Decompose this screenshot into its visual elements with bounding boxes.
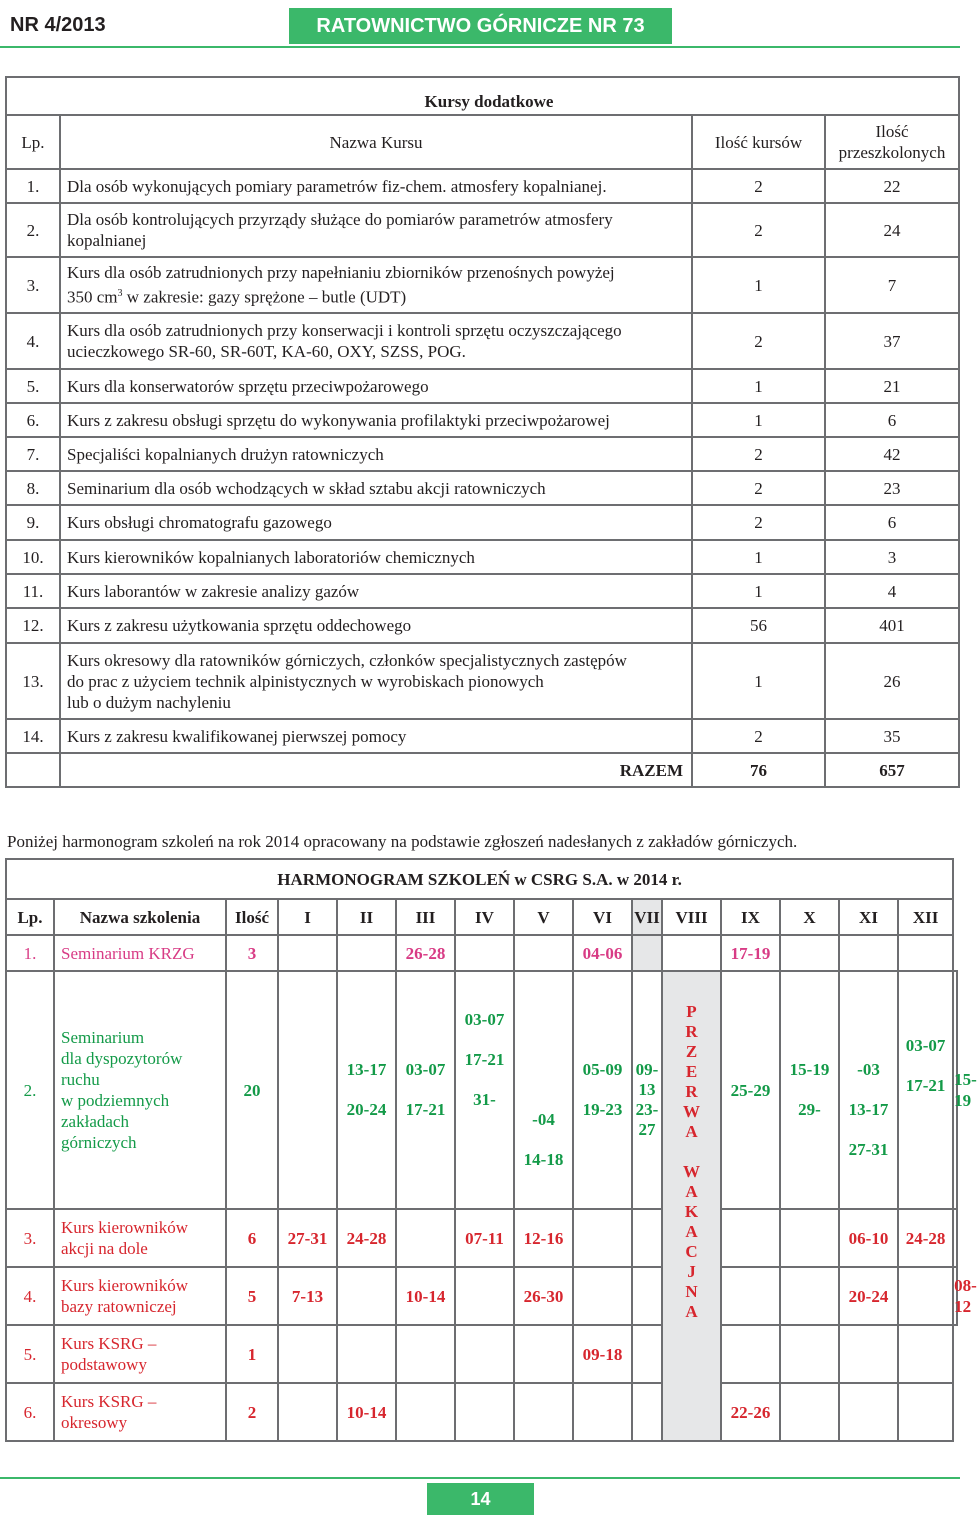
- table-row: 5. Kurs dla konserwatorów sprzętu przeciwpożarowego 1 21: [6, 369, 959, 403]
- table-row: 4. Kurs kierowników bazy ratowniczej 5 7-13 10-14 26-30 20-24 08-12: [6, 1267, 957, 1325]
- table-row: 2. Dla osób kontrolujących przyrządy służące do pomiarów parametrów atmosfery kopalnianej 2 24: [6, 203, 959, 257]
- page-number: 14: [427, 1483, 534, 1515]
- table-row: 3. Kurs dla osób zatrudnionych przy napełnianiu zbiorników przenośnych powyżej 350 $cm^3$ w zakresie: gazy sprężone – butle (UDT) 1 7: [6, 257, 959, 313]
- table-row: 4. Kurs dla osób zatrudnionych przy konserwacji i kontroli sprzętu oczyszczającego ucieczkowego SR-60, SR-60T, KA-60, OXY, SZSS, POG. 2 37: [6, 313, 959, 369]
- table-row: 10. Kurs kierowników kopalnianych laboratoriów chemicznych 1 3: [6, 540, 959, 574]
- holiday-break-column: P R Z E R W A W A K A C J N A: [662, 971, 721, 1441]
- table-row: 13. Kurs okresowy dla ratowników górniczych, członków specjalistycznych zastępów do prac z użyciem technik alpinistycznych w wyrobiskach pionowych lub o dużym nachyleniu 1 26: [6, 643, 959, 719]
- table-row: 12. Kurs z zakresu użytkowania sprzętu oddechowego 56 401: [6, 608, 959, 643]
- table-row: 2. Seminarium dla dyspozytorów ruchu w podziemnych zakładach górniczych 20 13-17 20-24 03-07 17-21 03-07 17-21 31- -04 14-18 05-09 19-23 09-13 23-27 P R Z E R W A W A K A C J N A 25-29 15-19 29- -03 13-17 27-31 03-07 17-21 15-19: [6, 971, 957, 1209]
- issue-number: NR 4/2013: [10, 14, 106, 36]
- table-row: 11. Kurs laborantów w zakresie analizy gazów 1 4: [6, 574, 959, 608]
- table-row: 14. Kurs z zakresu kwalifikowanej pierwszej pomocy 2 35: [6, 719, 959, 753]
- col-header: Ilość przeszkolonych: [825, 115, 959, 169]
- bottom-rule: [0, 1477, 960, 1479]
- table-row: 9. Kurs obsługi chromatografu gazowego 2 6: [6, 505, 959, 540]
- schedule-title: HARMONOGRAM SZKOLEŃ w CSRG S.A. w 2014 r.: [6, 859, 953, 899]
- table-row: 6. Kurs KSRG – okresowy 2 10-14 22-26: [6, 1383, 957, 1441]
- col-header: Lp.: [6, 115, 60, 169]
- table-row: 8. Seminarium dla osób wchodzących w skład sztabu akcji ratowniczych 2 23: [6, 471, 959, 505]
- courses-table: [5, 76, 960, 788]
- table-row: 5. Kurs KSRG – podstawowy 1 09-18: [6, 1325, 957, 1383]
- schedule-table: [5, 858, 977, 1442]
- table-row: 7. Specjaliści kopalnianych drużyn ratowniczych 2 42: [6, 437, 959, 471]
- header-row: Lp. Nazwa szkolenia Ilość I II III IV V VI VII VIII IX X XI XII: [6, 899, 957, 935]
- table-title: Kursy dodatkowe: [60, 77, 959, 115]
- col-header: Ilość kursów: [692, 115, 825, 169]
- total-row: RAZEM 76 657: [6, 753, 959, 787]
- schedule-note: Poniżej harmonogram szkoleń na rok 2014 opracowany na podstawie zgłoszeń nadesłanych z zakładów górniczych.: [7, 832, 798, 851]
- top-rule: [0, 46, 960, 48]
- journal-title: RATOWNICTWO GÓRNICZE NR 73: [289, 8, 672, 44]
- col-header: Nazwa Kursu: [60, 115, 692, 169]
- table-row: 6. Kurs z zakresu obsługi sprzętu do wykonywania profilaktyki przeciwpożarowej 1 6: [6, 403, 959, 437]
- table-row: 1. Dla osób wykonujących pomiary parametrów fiz-chem. atmosfery kopalnianej. 2 22: [6, 169, 959, 203]
- table-row: 1. Seminarium KRZG 3 26-28 04-06 17-19: [6, 935, 957, 971]
- table-row: 3. Kurs kierowników akcji na dole 6 27-31 24-28 07-11 12-16 06-10 24-28: [6, 1209, 957, 1267]
